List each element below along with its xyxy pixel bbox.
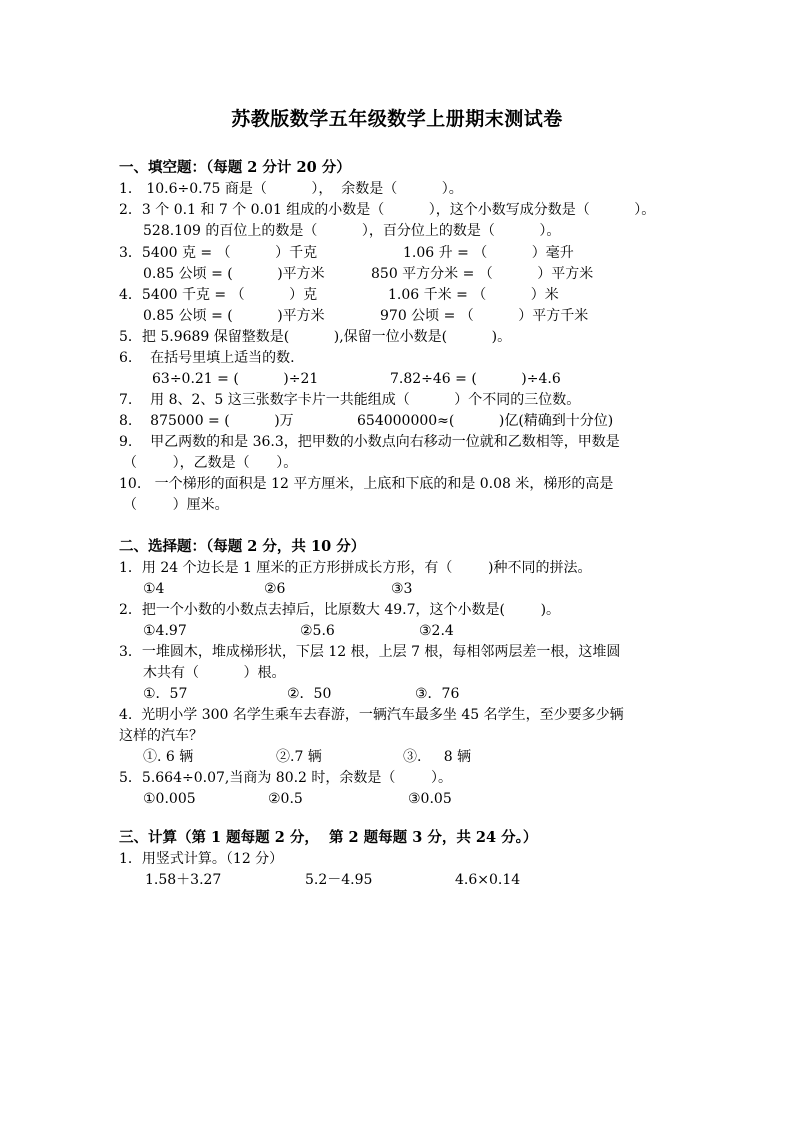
s1-q4a: 4．5400 千克 = （ ）克 (119, 287, 318, 303)
s2-q4-opt2: ②.7 辆 (276, 749, 322, 765)
section1-heading: 一、填空题：（每题 2 分计 20 分） (119, 159, 351, 176)
s2-q2: 2．把一个小数的小数点去掉后，比原数大 49.7，这个小数是( )。 (119, 602, 561, 618)
s3-calc-3: 4.6×0.14 (455, 872, 521, 888)
s1-q4c: 0.85 公顷 = ( )平方米 (143, 308, 325, 324)
s1-q10: 10. 一个梯形的面积是 12 平方厘米，上底和下底的和是 0.08 米，梯形的高是 (119, 476, 614, 492)
s1-q6b: 7.82÷46 = ( )÷4.6 (390, 371, 561, 387)
s1-q9b: （ ），乙数是（ ）。 (123, 455, 298, 471)
s1-q2b: 528.109 的百位上的数是（ ），百分位上的数是（ ）。 (143, 223, 561, 239)
s3-q1: 1．用竖式计算。（12 分） (119, 851, 284, 867)
s3-calc-1: 1.58＋3.27 (145, 872, 222, 888)
s2-q4: 4. 光明小学 300 名学生乘车去春游，一辆汽车最多坐 45 名学生，至少要多少辆 (119, 707, 624, 723)
s1-q7: 7. 用 8、2、5 这三张数字卡片一共能组成（ ）个不同的三位数。 (119, 392, 581, 408)
s2-q1-opt3: ③3 (391, 581, 413, 597)
s1-q3c: 0.85 公顷 = ( )平方米 (143, 266, 325, 282)
s2-q3: 3．一堆圆木，堆成梯形状，下层 12 根，上层 7 根，每相邻两层差一根，这堆圆 (119, 644, 621, 660)
s2-q1-opt2: ②6 (264, 581, 286, 597)
s2-q5: 5．5.664÷0.07,当商为 80.2 时，余数是（ ）。 (119, 770, 453, 786)
s2-q1: 1．用 24 个边长是 1 厘米的正方形拼成长方形，有（ )种不同的拼法。 (119, 560, 592, 576)
s1-q3d: 850 平方分米 = （ ）平方米 (371, 266, 594, 282)
page-title: 苏教版数学五年级数学上册期末测试卷 (231, 108, 563, 130)
s2-q2-opt3: ③2.4 (419, 623, 454, 639)
s1-q6a: 63÷0.21 = ( )÷21 (152, 371, 319, 387)
s2-q4-opt3: ③. 8 辆 (403, 749, 472, 765)
s1-q8b: 654000000≈( )亿(精确到十分位) (357, 413, 614, 429)
s1-q4d: 970 公顷 = （ ）平方千米 (380, 308, 589, 324)
s2-q2-opt2: ②5.6 (300, 623, 335, 639)
section2-heading: 二、选择题：（每题 2 分，共 10 分） (119, 538, 366, 555)
s2-q4-opt1: ①. 6 辆 (143, 749, 194, 765)
s1-q5: 5．把 5.9689 保留整数是( ),保留一位小数是( )。 (119, 329, 512, 345)
s1-q3a: 3．5400 克 = （ ）千克 (119, 245, 318, 261)
s1-q2: 2．3 个 0.1 和 7 个 0.01 组成的小数是（ ），这个小数写成分数是（ ）。 (119, 202, 656, 218)
s2-q5-opt1: ①0.005 (143, 791, 196, 807)
s2-q3b: 木共有（ ）根。 (143, 665, 286, 681)
s3-calc-2: 5.2－4.95 (305, 872, 373, 888)
s1-q9: 9. 甲乙两数的和是 36.3，把甲数的小数点向右移动一位就和乙数相等，甲数是 (119, 434, 620, 450)
s1-q6: 6. 在括号里填上适当的数. (119, 350, 295, 366)
s2-q3-opt3: ③．76 (415, 686, 460, 702)
s2-q4b: 这样的汽车？ (119, 728, 203, 744)
s1-q4b: 1.06 千米 = （ ）米 (388, 287, 559, 303)
s2-q3-opt2: ②．50 (287, 686, 332, 702)
s2-q5-opt2: ②0.5 (268, 791, 303, 807)
section3-heading: 三、计算（第 1 题每题 2 分， 第 2 题每题 3 分，共 24 分。） (119, 829, 538, 846)
s2-q1-opt1: ①4 (143, 581, 165, 597)
s1-q8a: 8. 875000 = ( )万 (119, 413, 294, 429)
s1-q10b: （ ）厘米。 (123, 497, 229, 513)
s1-q3b: 1.06 升 = （ ）毫升 (403, 245, 574, 261)
s2-q3-opt1: ①．57 (143, 686, 188, 702)
s1-q1: 1． 10.6÷0.75 商是（ ）， 余数是（ ）。 (119, 181, 463, 197)
s2-q2-opt1: ①4.97 (143, 623, 187, 639)
s2-q5-opt3: ③0.05 (408, 791, 452, 807)
